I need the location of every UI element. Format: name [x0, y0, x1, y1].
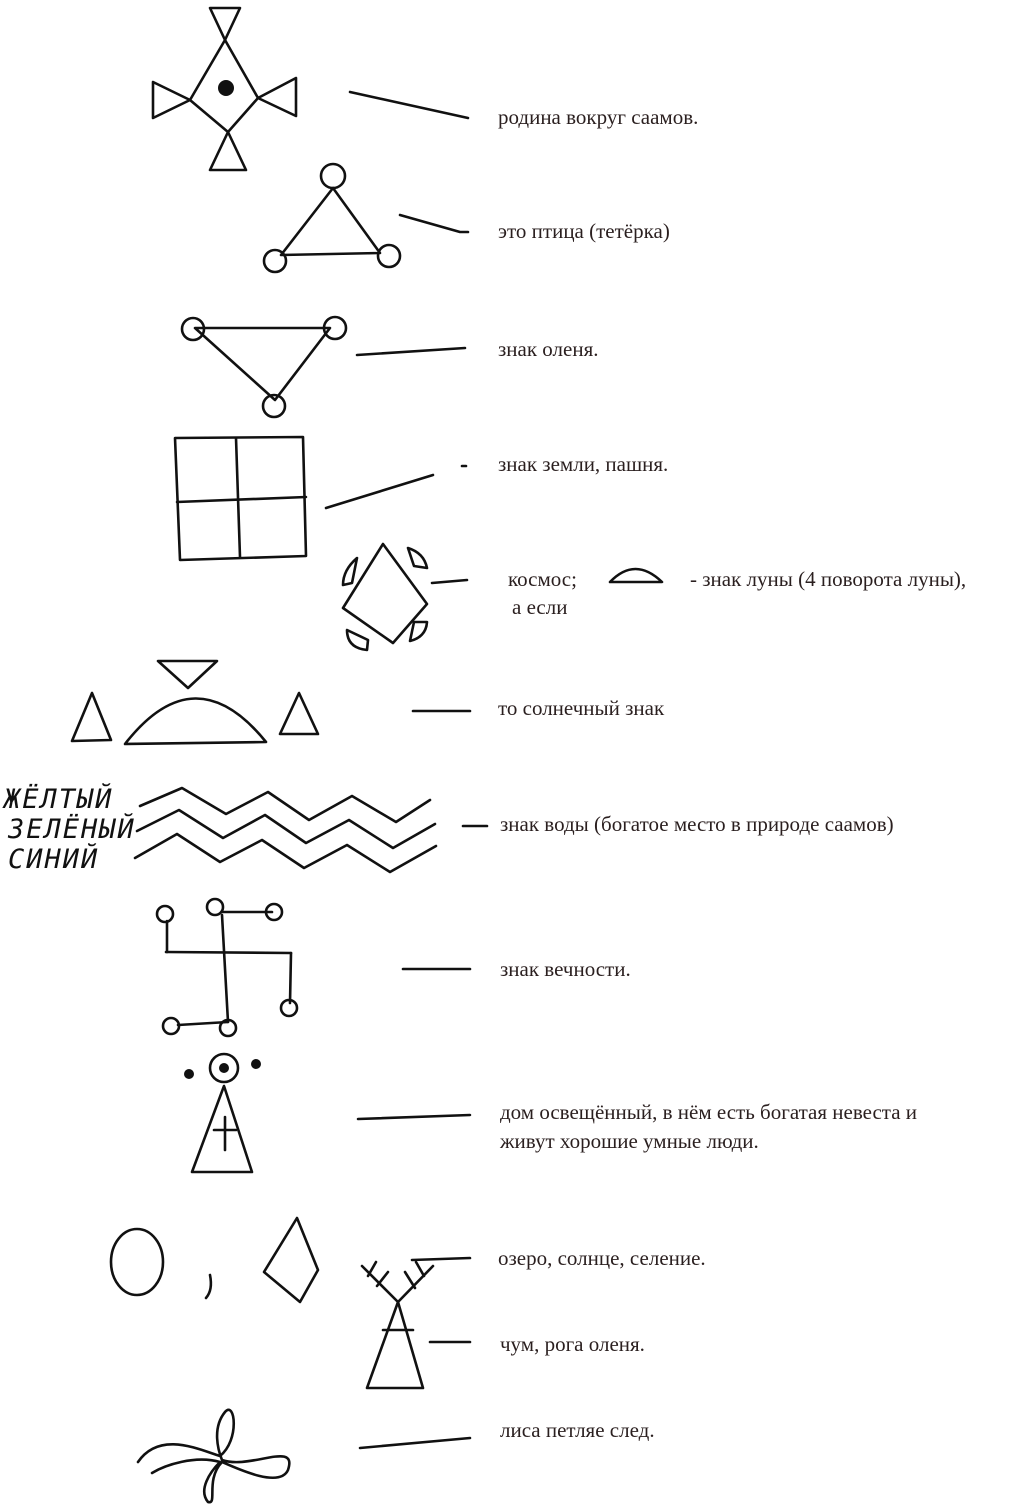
moon-icon	[610, 569, 662, 582]
bird-symbol	[264, 164, 400, 272]
caption-earth: знак земли, пашня.	[498, 452, 669, 476]
leader-line-house	[358, 1115, 470, 1119]
caption-cosmos: космос;	[508, 567, 577, 591]
caption-eternity: знак вечности.	[500, 957, 631, 981]
leader-line-lake	[412, 1258, 470, 1260]
color-label-yellow: ЖЁЛТЫЙ	[4, 784, 114, 815]
house-symbol	[184, 1054, 261, 1172]
caption-deer: знак оленя.	[498, 337, 599, 361]
water-symbol	[135, 788, 436, 872]
leader-line-deer	[357, 348, 465, 355]
lake-sun-settlement-symbols	[111, 1218, 318, 1302]
caption-water: знак воды (богатое место в природе саамов)	[500, 812, 894, 836]
caption-lake: озеро, солнце, селение.	[498, 1246, 706, 1270]
homeland-symbol	[153, 8, 296, 170]
caption-homeland: родина вокруг саамов.	[498, 105, 699, 129]
caption-if: а если	[512, 595, 568, 619]
leader-line-cosmos	[432, 580, 467, 583]
leader-line-homeland	[350, 92, 468, 118]
caption-sun: то солнечный знак	[498, 696, 665, 720]
caption-bird: это птица (тетёрка)	[498, 219, 670, 243]
color-label-green: ЗЕЛЁНЫЙ	[8, 814, 136, 845]
leader-line-earth	[326, 475, 433, 508]
earth-symbol	[175, 437, 306, 560]
eternity-symbol	[157, 899, 297, 1036]
deer-symbol	[182, 317, 346, 417]
sun-symbol	[72, 661, 318, 744]
caption-house-line1: дом освещённый, в нём есть богатая невеста и	[500, 1100, 918, 1124]
caption-chum: чум, рога оленя.	[500, 1332, 645, 1356]
chum-symbol	[362, 1262, 433, 1388]
caption-house-line2: живут хорошие умные люди.	[500, 1129, 759, 1153]
color-label-blue: СИНИЙ	[8, 844, 100, 875]
leader-line-bird	[400, 215, 468, 232]
leader-line-fox	[360, 1438, 470, 1448]
fox-track-symbol	[138, 1410, 289, 1502]
cosmos-symbol	[343, 544, 427, 650]
caption-fox: лиса петляе след.	[500, 1418, 655, 1442]
caption-moon-note: - знак луны (4 поворота луны),	[690, 567, 967, 591]
